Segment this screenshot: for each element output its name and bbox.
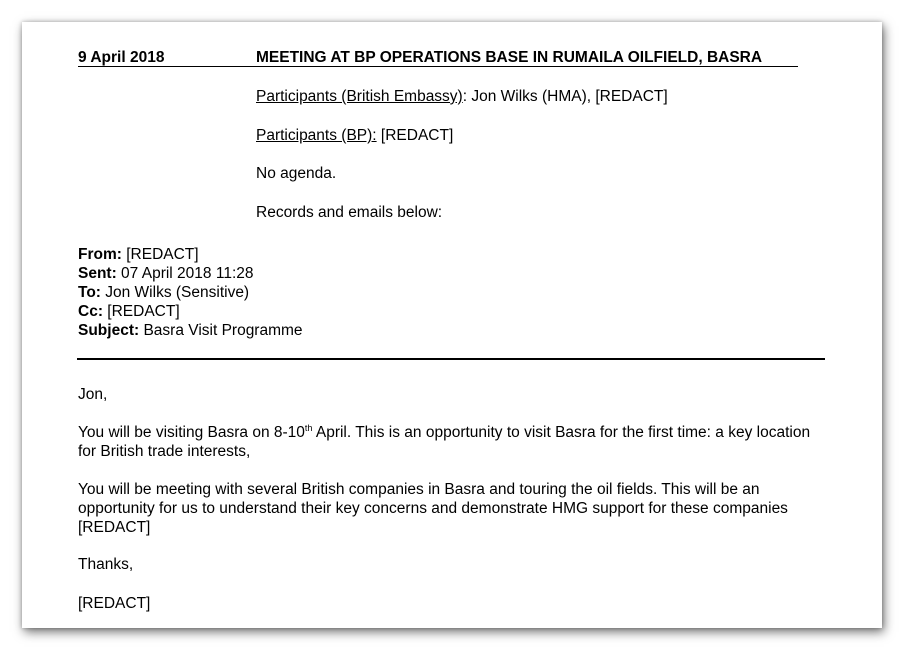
email-sent-label: Sent: (78, 265, 117, 282)
email-cc (78, 302, 180, 321)
records-note: Records and emails below: (256, 204, 443, 221)
signature: [REDACT] (78, 595, 151, 612)
participants-bp-value: [REDACT] (376, 127, 454, 144)
body-paragraph-2: You will be meeting with several British companies in Basra and touring the oil fields. This will be an opportunity for us to understand their key concerns and demonstrate HMG support for these companies [REDACT] (78, 481, 788, 536)
email-to-label: To: (78, 284, 101, 301)
email-subject-value: Basra Visit Programme (139, 322, 303, 339)
para1-text-end: April. This is an opportunity to visit Basra for the first time: a key location for British trade interests, (78, 424, 811, 460)
meeting-title: MEETING AT BP OPERATIONS BASE IN RUMAILA OILFIELD, BASRA (256, 49, 763, 66)
email-subject-label: Subject: (78, 322, 140, 339)
participants-embassy-value: : Jon Wilks (HMA), [REDACT] (462, 88, 668, 105)
participants-embassy (256, 87, 668, 106)
email-from-value: [REDACT] (121, 246, 199, 263)
email-to-value: Jon Wilks (Sensitive) (100, 284, 250, 301)
participants-bp (256, 126, 453, 145)
agenda-note: No agenda. (256, 165, 337, 182)
email-sent (78, 264, 254, 283)
para1-superscript: th (304, 422, 313, 433)
header-underline (78, 66, 798, 67)
email-to (78, 283, 249, 302)
email-cc-label: Cc: (78, 303, 103, 320)
closing-thanks: Thanks, (78, 556, 134, 573)
para1-text-start: You will be visiting Basra on 8-10 (78, 424, 305, 441)
email-divider (77, 358, 825, 360)
email-from (78, 245, 199, 264)
document-page (22, 22, 882, 628)
email-cc-value: [REDACT] (102, 303, 180, 320)
email-subject (78, 321, 303, 340)
body-paragraph-1 (78, 423, 818, 461)
participants-embassy-label: Participants (British Embassy) (256, 88, 463, 105)
participants-bp-label: Participants (BP): (256, 127, 377, 144)
email-sent-value: 07 April 2018 11:28 (116, 265, 254, 282)
meeting-date: 9 April 2018 (78, 49, 165, 66)
email-from-label: From: (78, 246, 122, 263)
greeting: Jon, (78, 386, 108, 403)
